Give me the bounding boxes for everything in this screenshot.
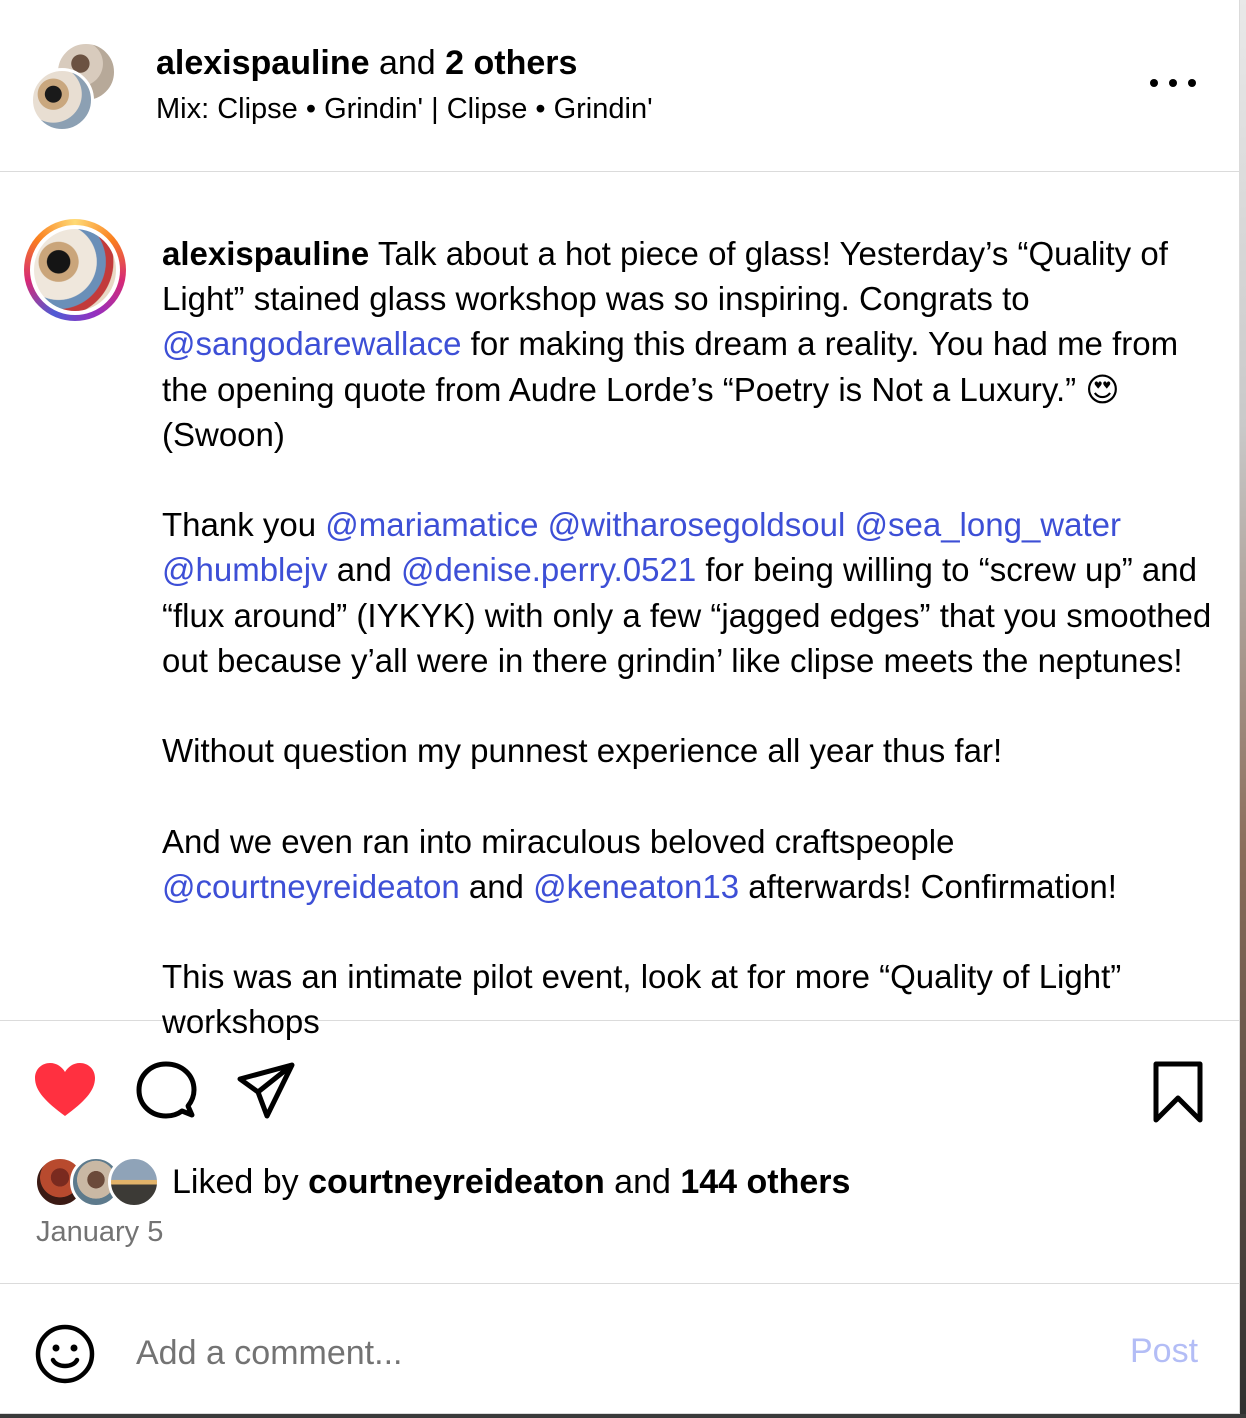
likes-summary[interactable] [34, 1156, 850, 1208]
background-edge [0, 1414, 1246, 1418]
likes-text [172, 1162, 850, 1202]
comment-icon[interactable] [136, 1060, 196, 1120]
avatar [30, 225, 120, 315]
caption-paragraph: This was an intimate pilot event, look at for more “Quality of Light” workshops [162, 958, 1122, 1041]
post-header [0, 0, 1240, 172]
more-options-button[interactable] [1148, 66, 1198, 100]
header-joiner: and [369, 44, 446, 82]
mention-link[interactable]: @humblejv [162, 551, 328, 589]
more-icon [1169, 79, 1177, 87]
collab-avatars[interactable] [30, 42, 118, 130]
caption-paragraph: Without question my punnest experience all year thus far! [162, 732, 1003, 770]
mention-link[interactable]: @keneaton13 [533, 867, 740, 905]
post-date[interactable]: January 5 [36, 1216, 164, 1248]
background-edge [1240, 0, 1246, 1418]
mention-link[interactable]: @denise.perry.0521 [400, 551, 697, 589]
mention-link[interactable]: @sea_long_water [854, 506, 1121, 544]
caption-area[interactable] [0, 173, 1240, 1041]
likes-prefix: Liked by [172, 1163, 309, 1201]
mention-link[interactable]: @mariamatice [325, 506, 539, 544]
caption-spacer [162, 909, 1222, 954]
caption-text-run: And we even ran into miraculous beloved craftspeople [162, 822, 955, 860]
likes-count[interactable]: 144 others [680, 1163, 851, 1201]
more-icon [1188, 79, 1196, 87]
likes-joiner: and [604, 1163, 681, 1201]
caption-paragraph [162, 819, 1222, 909]
heart-icon[interactable] [34, 1062, 96, 1118]
more-icon [1150, 79, 1158, 87]
caption-spacer [162, 683, 1222, 728]
caption-username[interactable]: alexispauline [162, 235, 370, 272]
comment-composer [0, 1285, 1240, 1414]
caption-text-run: Talk about a hot piece of glass! Yesterday’s “Quality of Light” stained glass workshop was so inspiring. Congrats to [162, 235, 1168, 318]
caption-spacer [162, 773, 1222, 818]
header-others[interactable]: 2 others [445, 44, 578, 82]
mention-link[interactable]: @witharosegoldsoul [547, 506, 846, 544]
liker-username[interactable]: courtneyreideaton [308, 1163, 605, 1201]
caption-text-run: for being willing to “screw up” and “flux around” (IYKYK) with only a few “jagged edges” that you smoothed out because y’all were in there grindin’ like clipse meets the neptunes! [162, 551, 1212, 679]
avatar [108, 1156, 160, 1208]
caption-text-run: for making this dream a reality. You had me from the opening quote from Audre Lorde’s “Poetry is Not a Luxury.” 😍 (Swoon) [162, 325, 1179, 453]
bookmark-icon[interactable] [1152, 1060, 1204, 1124]
post-actions [0, 1022, 1240, 1284]
caption-spacer [162, 457, 1222, 502]
caption-avatar-ring[interactable] [24, 219, 126, 321]
mention-link[interactable]: @sangodarewallace [162, 325, 462, 363]
caption-text-run: and [459, 867, 534, 905]
caption-text-run: afterwards! Confirmation! [739, 867, 1117, 905]
caption-paragraph [162, 231, 1222, 457]
caption-paragraph [162, 502, 1222, 683]
caption-text [162, 231, 1222, 1045]
caption-text-run: Thank you [162, 506, 326, 544]
caption-text-run: and [327, 551, 401, 589]
header-title [156, 44, 577, 82]
emoji-icon[interactable] [34, 1323, 96, 1385]
header-username[interactable]: alexispauline [156, 44, 370, 82]
share-icon[interactable] [236, 1060, 296, 1120]
comment-input[interactable] [136, 1325, 1096, 1381]
avatar [30, 68, 94, 132]
mention-link[interactable]: @courtneyreideaton [162, 867, 460, 905]
liker-avatars [34, 1156, 162, 1208]
post-comment-button[interactable]: Post [1130, 1332, 1199, 1370]
audio-track[interactable]: Mix: Clipse • Grindin' | Clipse • Grindin' [156, 93, 653, 125]
